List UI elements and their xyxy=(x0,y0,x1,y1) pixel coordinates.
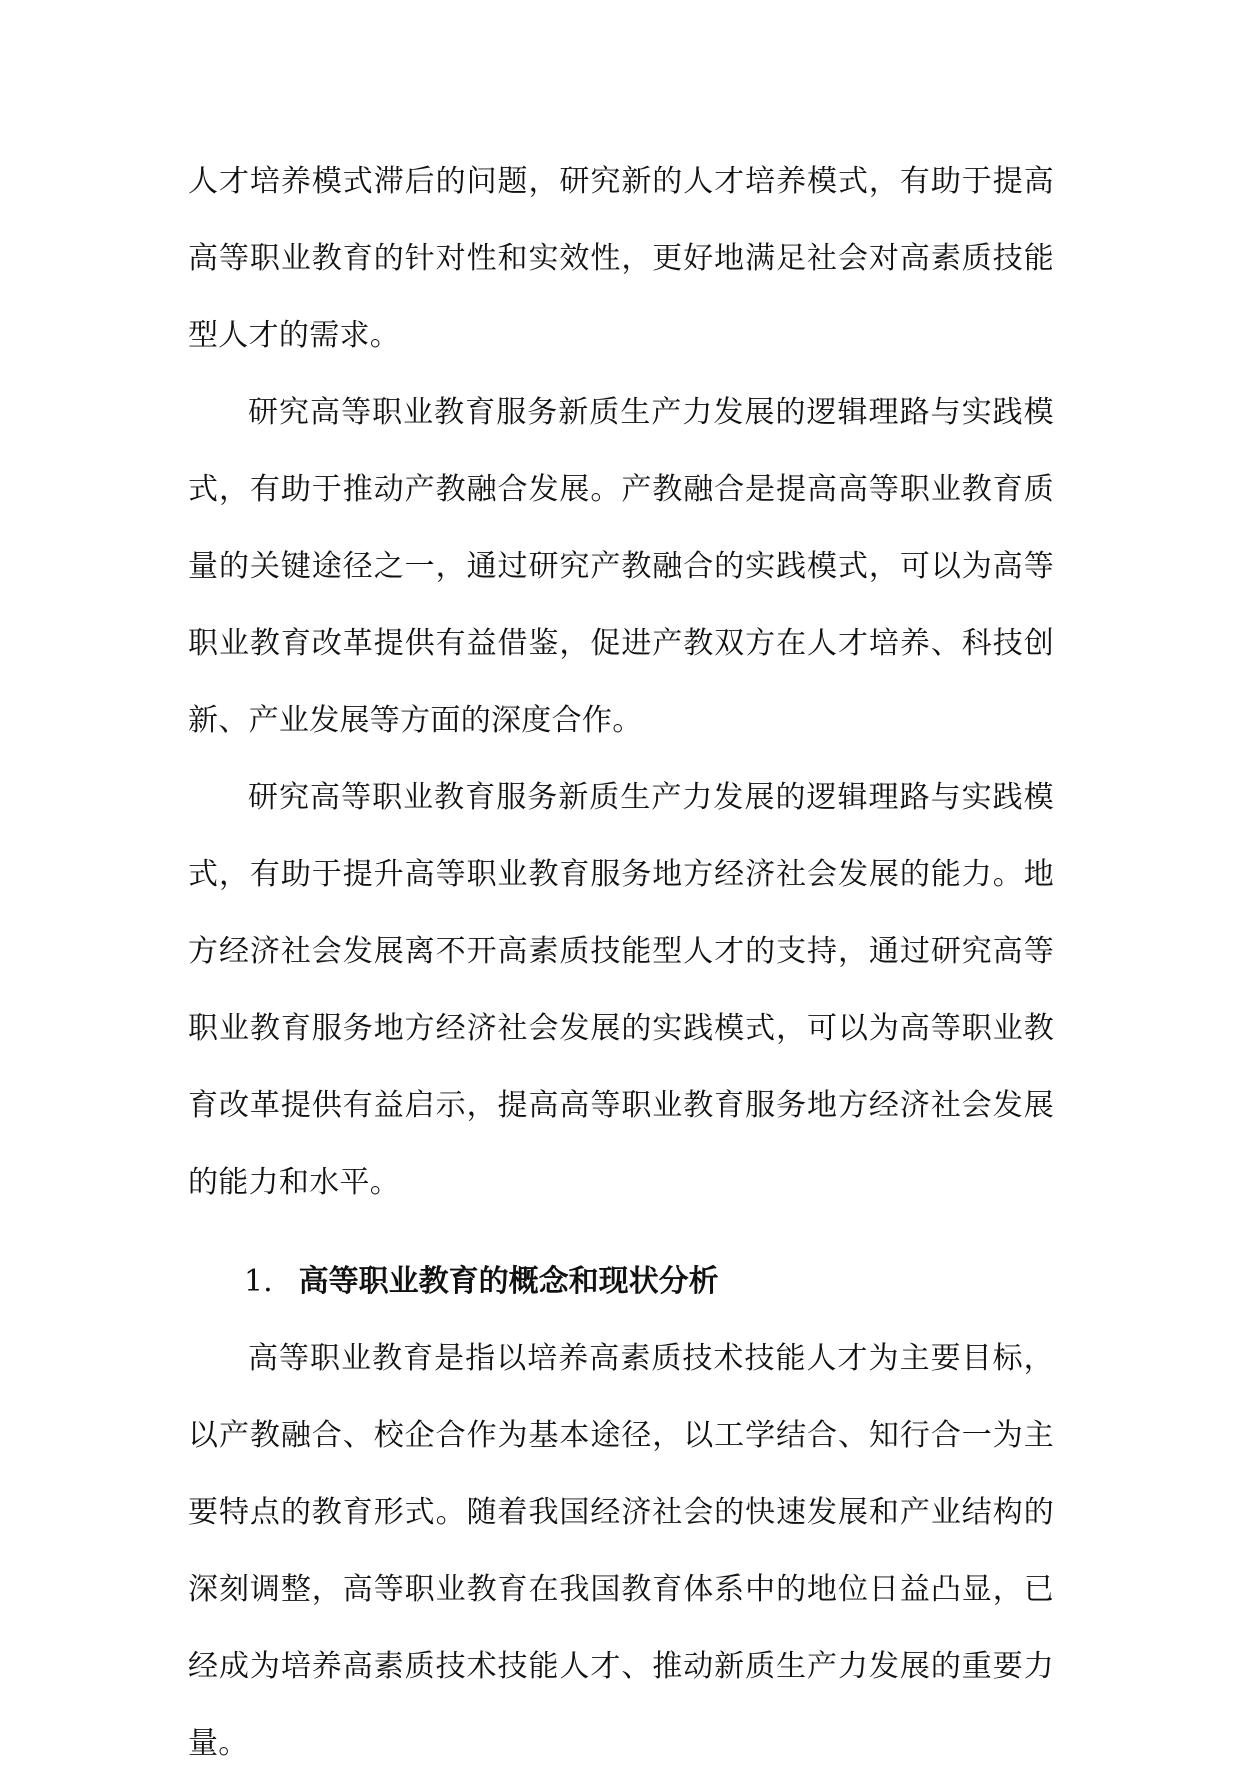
paragraph-continuation: 人才培养模式滞后的问题，研究新的人才培养模式，有助于提高高等职业教育的针对性和实效性，更好地满足社会对高素质技能型人才的需求。 xyxy=(188,164,1054,353)
paragraph-industry-education-integration: 研究高等职业教育服务新质生产力发展的逻辑理路与实践模式，有助于推动产教融合发展。产教融合是提高高等职业教育质量的关键途径之一，通过研究产教融合的实践模式，可以为高等职业教育改革提供有益借鉴，促进产教双方在人才培养、科技创新、产业发展等方面的深度合作。 xyxy=(188,395,1054,738)
paragraph-local-economy-service: 研究高等职业教育服务新质生产力发展的逻辑理路与实践模式，有助于提升高等职业教育服务地方经济社会发展的能力。地方经济社会发展离不开高素质技能型人才的支持，通过研究高等职业教育服务地方经济社会发展的实践模式，可以为高等职业教育改革提供有益启示，提高高等职业教育服务地方经济社会发展的能力和水平。 xyxy=(188,780,1054,1200)
section-number: 1. xyxy=(244,1264,273,1299)
paragraph-definition: 高等职业教育是指以培养高素质技术技能人才为主要目标，以产教融合、校企合作为基本途径，以工学结合、知行合一为主要特点的教育形式。随着我国经济社会的快速发展和产业结构的深刻调整，高等职业教育在我国教育体系中的地位日益凸显，已经成为培养高素质技术技能人才、推动新质生产力发展的重要力量。 xyxy=(188,1341,1054,1761)
document-body xyxy=(188,143,1054,1782)
section-title: 高等职业教育的概念和现状分析 xyxy=(298,1264,719,1299)
section-heading xyxy=(188,1243,1054,1320)
